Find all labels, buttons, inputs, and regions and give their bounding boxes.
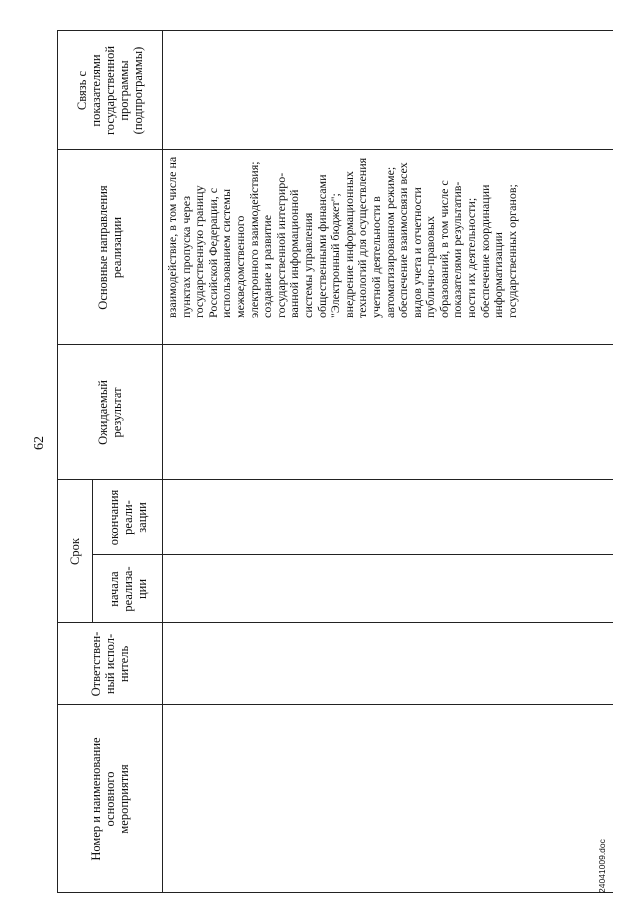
directions-line: взаимодействие, в том числе на xyxy=(165,156,179,318)
directions-line: обеспечение взаимосвязи всех xyxy=(396,162,411,318)
directions-line: общественными финансами xyxy=(314,174,329,318)
header-start: начала реализа- ции xyxy=(106,566,149,612)
directions-line: показателями результатив- xyxy=(450,181,465,318)
header-link: Связь с показателями государственной программы (подпрограммы) xyxy=(75,45,145,136)
header-srok: Срок xyxy=(68,538,82,565)
directions-line: использованием системы xyxy=(219,188,234,318)
directions-line: информатизации xyxy=(491,232,506,318)
directions-line: обеспечение координации xyxy=(477,184,492,318)
header-end: окончания реали- зации xyxy=(106,489,149,546)
directions-line: системы управления xyxy=(300,212,315,318)
directions-text xyxy=(165,156,519,318)
directions-line: ванной информационной xyxy=(287,189,302,318)
table-header-bottom-border xyxy=(162,31,163,893)
directions-line: образований, в том числе с xyxy=(436,180,451,318)
directions-line: технологий для осуществления xyxy=(355,157,370,318)
directions-line: публично-правовых xyxy=(423,216,438,318)
directions-line: "Электронный бюджет"; xyxy=(328,193,343,318)
rotated-page xyxy=(25,13,615,893)
directions-line: Российской Федерации, с xyxy=(205,187,220,318)
directions-line: электронного взаимодействия; xyxy=(246,161,261,318)
header-directions: Основные направления реализации xyxy=(96,185,124,310)
directions-line: внедрение информационных xyxy=(341,171,356,318)
directions-line: создание и развитие xyxy=(260,214,275,318)
directions-line: межведомственного xyxy=(232,215,247,318)
directions-line: автоматизированном режиме; xyxy=(382,166,397,318)
header-executor: Ответствен- ный испол- нитель xyxy=(89,631,131,697)
page-number: 62 xyxy=(32,436,47,450)
directions-line: пунктах пропуска через xyxy=(178,196,193,318)
header-mero: Номер и наименование основного мероприятия xyxy=(89,737,131,861)
file-code: 24041009.doc xyxy=(597,839,607,893)
directions-line: государственной интегриро- xyxy=(273,172,288,318)
directions-line: государственную границу xyxy=(192,185,207,318)
directions-line: ности их деятельности; xyxy=(464,197,479,318)
table-col-divider-3 xyxy=(92,554,613,555)
directions-line: государственных органов; xyxy=(504,184,519,318)
directions-line: видов учета и отчетности xyxy=(409,187,424,318)
header-result: Ожидаемый результат xyxy=(96,380,124,445)
directions-line: учетной деятельности в xyxy=(368,196,383,318)
